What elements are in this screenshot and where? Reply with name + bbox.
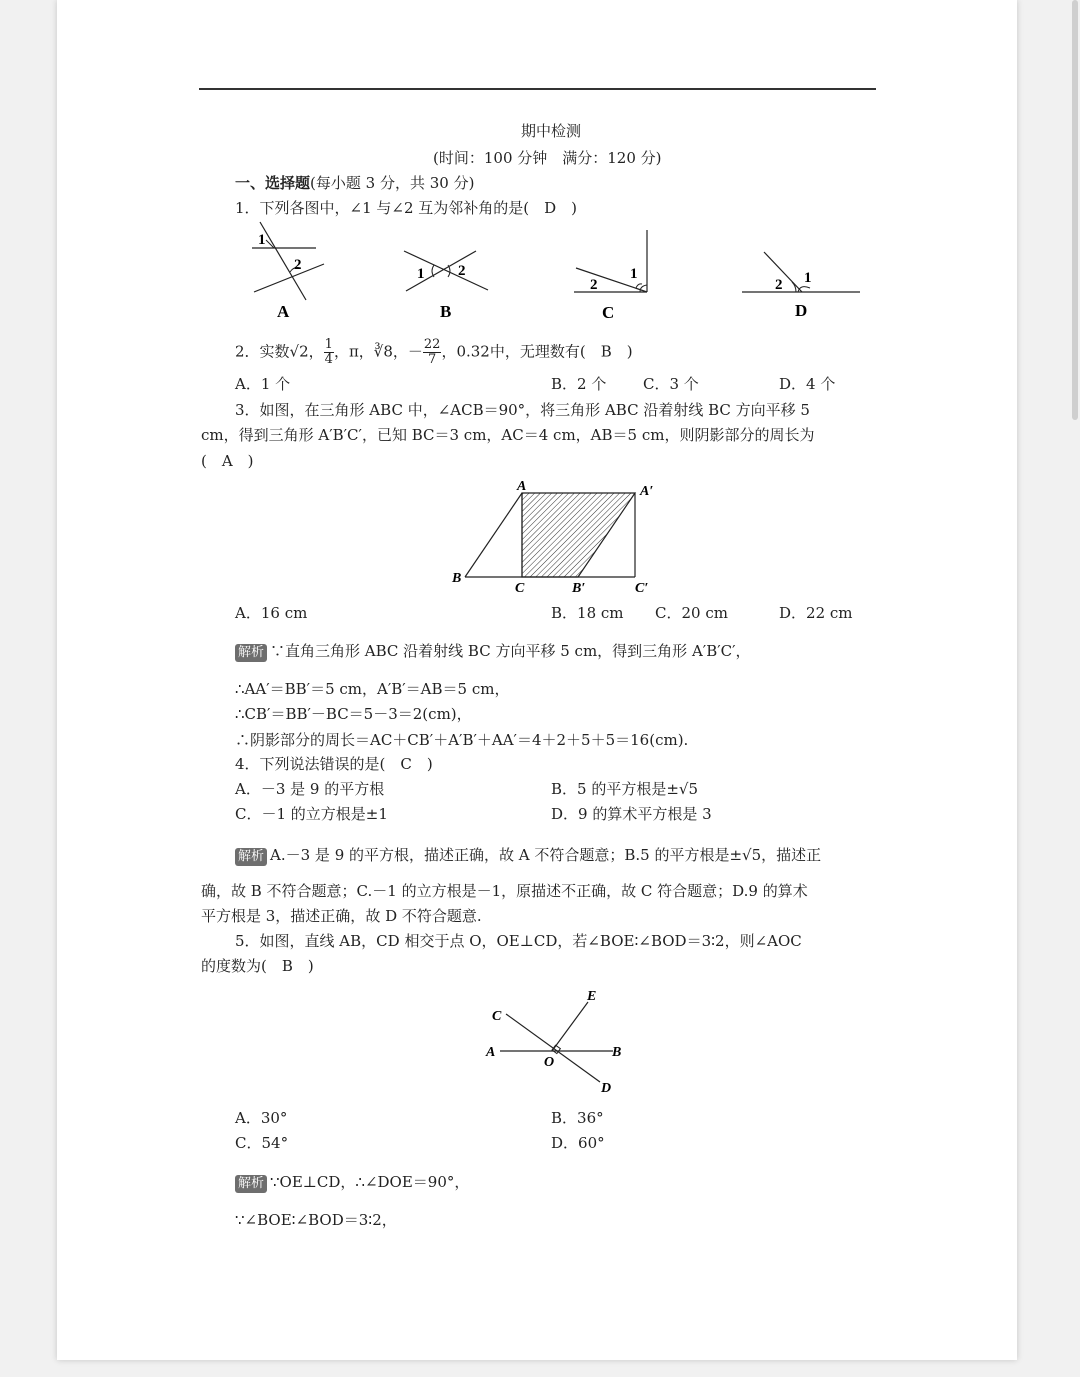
q2-stem-part-a: 2．实数√2，	[235, 342, 324, 361]
q3-option-a: A．16 cm	[235, 604, 308, 622]
q2-fraction-2	[423, 338, 442, 367]
q3-solution-text-1: ∵直角三角形 ABC 沿着射线 BC 方向平移 5 cm，得到三角形 A′B′C′，	[270, 642, 751, 660]
q5-solution-line-2: ∵∠BOE∶∠BOD＝3∶2，	[235, 1211, 397, 1229]
q1-b-angle-1: 1	[417, 266, 425, 282]
q3-solution-line-1	[235, 641, 751, 662]
q5-option-d: D．60°	[551, 1134, 605, 1152]
q3-option-b: B．18 cm	[551, 604, 624, 622]
q4-option-b: B．5 的平方根是±√5	[551, 780, 699, 798]
q1-a-label: A	[277, 302, 290, 321]
q1-figure-c	[570, 228, 660, 325]
section-note: (每小题 3 分，共 30 分)	[310, 174, 475, 192]
q3-stem-line-2: cm，得到三角形 A′B′C′，已知 BC＝3 cm，AC＝4 cm，AB＝5 cm，则阴影部分的周长为	[201, 426, 815, 444]
q1-a-angle-2: 2	[294, 257, 302, 273]
q2-fraction-1-num: 1	[324, 337, 333, 352]
q4-option-d: D．9 的算术平方根是 3	[551, 805, 712, 823]
q5-point-e: E	[587, 989, 597, 1004]
q5-option-c: C．54°	[235, 1134, 289, 1152]
q4-stem: 4．下列说法错误的是( C )	[235, 755, 433, 773]
q3-point-b: B	[452, 571, 462, 586]
q5-figure	[480, 982, 630, 1097]
q1-c-angle-2: 2	[590, 277, 598, 293]
q1-stem: 1．下列各图中，∠1 与∠2 互为邻补角的是( D )	[235, 199, 578, 217]
q2-option-d: D．4 个	[779, 375, 836, 393]
q5-option-a: A．30°	[235, 1109, 288, 1127]
q5-stem-line-1: 5．如图，直线 AB，CD 相交于点 O，OE⊥CD，若∠BOE∶∠BOD＝3∶2，则∠AOC	[235, 932, 802, 950]
q1-c-label: C	[602, 303, 615, 322]
q2-option-c: C．3 个	[643, 375, 699, 393]
q5-solution-line-1	[235, 1172, 469, 1193]
section-title: 一、选择题	[235, 174, 311, 192]
q5-point-o: O	[544, 1055, 555, 1070]
q1-b-label: B	[440, 302, 452, 321]
q3-solution-badge: 解析	[235, 644, 267, 662]
q1-a-angle-1: 1	[258, 232, 266, 248]
q5-solution-badge: 解析	[235, 1175, 267, 1193]
q5-option-b: B．36°	[551, 1109, 604, 1127]
q4-option-a: A．－3 是 9 的平方根	[235, 780, 385, 798]
q4-solution-line-3: 平方根是 3，描述正确，故 D 不符合题意.	[201, 907, 482, 925]
q2-fraction-1-den: 4	[324, 352, 333, 367]
q2-option-a: A．1 个	[235, 375, 291, 393]
q3-solution-line-2: ∴AA′＝BB′＝5 cm，A′B′＝AB＝5 cm，	[235, 680, 510, 698]
q3-point-c-prime: C′	[635, 581, 649, 596]
q3-point-a-prime: A′	[640, 484, 654, 499]
q4-solution-badge: 解析	[235, 848, 267, 866]
q1-figure-a	[240, 220, 330, 325]
q3-stem-line-1: 3．如图，在三角形 ABC 中，∠ACB＝90°，将三角形 ABC 沿着射线 BC 方向平移 5	[235, 401, 810, 419]
q3-solution-line-3: ∴CB′＝BB′－BC＝5－3＝2(cm)，	[235, 705, 472, 723]
q3-option-d: D．22 cm	[779, 604, 853, 622]
q4-option-c: C．－1 的立方根是±1	[235, 805, 388, 823]
page-subtitle: (时间：100 分钟 满分：120 分)	[433, 149, 662, 167]
q2-fraction-1	[324, 338, 334, 367]
q1-d-label: D	[795, 301, 808, 320]
q5-point-c: C	[492, 1009, 502, 1024]
q5-stem-line-2: 的度数为( B )	[201, 957, 314, 975]
q4-solution-text-1: A.－3 是 9 的平方根，描述正确，故 A 不符合题意；B.5 的平方根是±√5，描述正	[270, 846, 822, 864]
q4-solution-line-2: 确，故 B 不符合题意；C.－1 的立方根是－1，原描述不正确，故 C 符合题意；D.9 的算术	[201, 882, 808, 900]
q3-stem-line-3: ( A )	[201, 452, 254, 470]
q2-stem	[235, 338, 633, 367]
q3-figure	[445, 475, 670, 600]
q1-figure-d	[740, 250, 865, 325]
q1-b-angle-2: 2	[458, 263, 466, 279]
q1-c-angle-1: 1	[630, 266, 638, 282]
q2-stem-part-c: ，0.32中，无理数有( B )	[441, 342, 633, 361]
q3-option-c: C．20 cm	[655, 604, 728, 622]
q3-point-b-prime: B′	[572, 581, 586, 596]
q5-point-d: D	[601, 1081, 612, 1096]
q1-d-angle-2: 2	[775, 277, 783, 293]
page-title: 期中检测	[521, 122, 582, 140]
q2-fraction-2-den: 7	[428, 352, 437, 367]
scrollbar[interactable]	[1072, 0, 1078, 420]
q3-solution-line-4: ∴阴影部分的周长＝AC＋CB′＋A′B′＋AA′＝4＋2＋5＋5＝16(cm).	[235, 731, 689, 749]
q2-fraction-2-num: 22	[423, 337, 441, 352]
q5-solution-text-1: ∵OE⊥CD，∴∠DOE＝90°，	[270, 1173, 470, 1191]
q5-point-b: B	[612, 1045, 622, 1060]
q3-point-a: A	[517, 479, 527, 494]
q1-d-angle-1: 1	[804, 270, 812, 286]
q2-option-b: B．2 个	[551, 375, 607, 393]
q2-stem-part-b: ，π，∛8，－	[333, 342, 423, 361]
header-rule	[199, 88, 876, 90]
q3-point-c: C	[515, 581, 525, 596]
q1-figure-b	[400, 245, 495, 325]
q5-point-a: A	[486, 1045, 496, 1060]
section-heading	[235, 173, 474, 193]
q4-solution-line-1	[235, 845, 821, 866]
